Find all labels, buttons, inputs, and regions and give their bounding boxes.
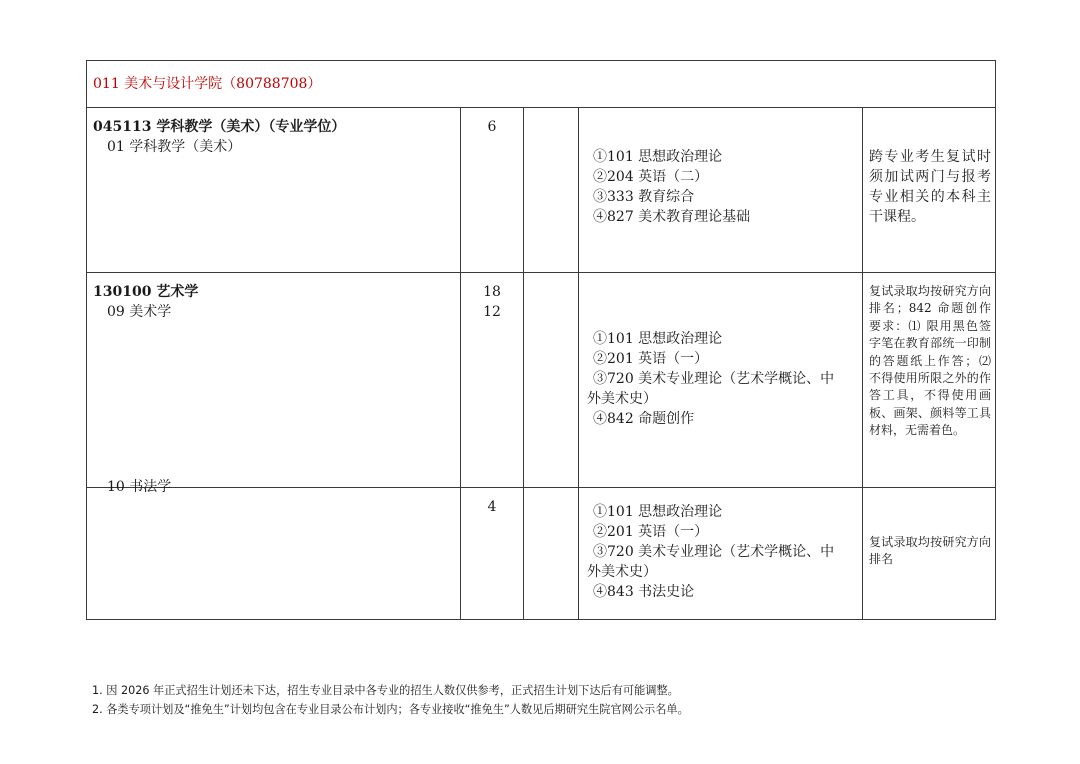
department-row [87,61,996,108]
exam-item-continued: 外美术史） [587,391,657,407]
major-cell [87,273,461,488]
exam-item: ③333 教育综合 [593,189,695,205]
program-row [87,108,996,273]
remark-text: 跨专业考生复试时须加试两门与报考专业相关的本科主干课程。 [869,149,992,225]
quota-value: 4 [487,499,497,515]
exam-item: ②201 英语（一） [593,351,709,367]
quota-value: 6 [487,119,497,135]
empty-cell [524,273,579,488]
department-title: 011 美术与设计学院（80788708） [87,61,996,108]
major-cell [87,108,461,273]
exam-item: ④827 美术教育理论基础 [593,209,751,225]
exam-cell [579,273,863,488]
catalog-sheet [86,60,995,620]
program-row [87,488,996,620]
exam-item: ③720 美术专业理论（艺术学概论、中 [593,544,835,560]
empty-cell [524,488,579,620]
remark-cell [863,273,996,488]
exam-item: ②201 英语（一） [593,524,709,540]
remark-cell [863,488,996,620]
exam-item: ④842 命题创作 [593,411,695,427]
quota-value: 18 [483,284,501,300]
exam-item: ③720 美术专业理论（艺术学概论、中 [593,371,835,387]
direction-name: 10 书法学 [107,479,172,495]
major-cell [87,479,461,620]
exam-cell [579,108,863,273]
exam-item: ②204 英语（二） [593,169,709,185]
program-row [87,273,996,488]
footnote-1: 1. 因 2026 年正式招生计划还未下达，招生专业目录中各专业的招生人数仅供参考，正式招生计划下达后有可能调整。 [92,684,679,697]
remark-text: 复试录取均按研究方向排名；842 命题创作要求：⑴ 限用黑色签字笔在教育部统一印制的答题纸上作答；⑵ 不得使用所限之外的作答工具，不得使用画板、画架、颜料等工具材料，无需着色。 [869,284,992,438]
exam-item: ④843 书法史论 [593,584,695,600]
quota-cell [461,108,524,273]
exam-item: ①101 思想政治理论 [593,331,723,347]
footnote-2: 2. 各类专项计划及“推免生”计划均包含在专业目录公布计划内；各专业接收“推免生”人数见后期研究生院官网公示名单。 [92,703,689,716]
exam-item: ①101 思想政治理论 [593,504,723,520]
quota-cell [461,488,524,620]
exam-item-continued: 外美术史） [587,564,657,580]
exam-cell [579,488,863,620]
direction-name: 01 学科教学（美术） [107,139,242,155]
empty-cell [524,108,579,273]
footnotes [92,681,992,719]
major-name: 045113 学科教学（美术）（专业学位） [93,119,346,135]
remark-cell [863,108,996,273]
remark-text: 复试录取均按研究方向排名 [869,535,992,567]
catalog-table [86,60,996,620]
direction-name: 09 美术学 [107,304,172,320]
quota-value-direction: 12 [483,304,501,320]
major-name: 130100 艺术学 [93,284,199,300]
exam-item: ①101 思想政治理论 [593,149,723,165]
quota-cell [461,273,524,488]
